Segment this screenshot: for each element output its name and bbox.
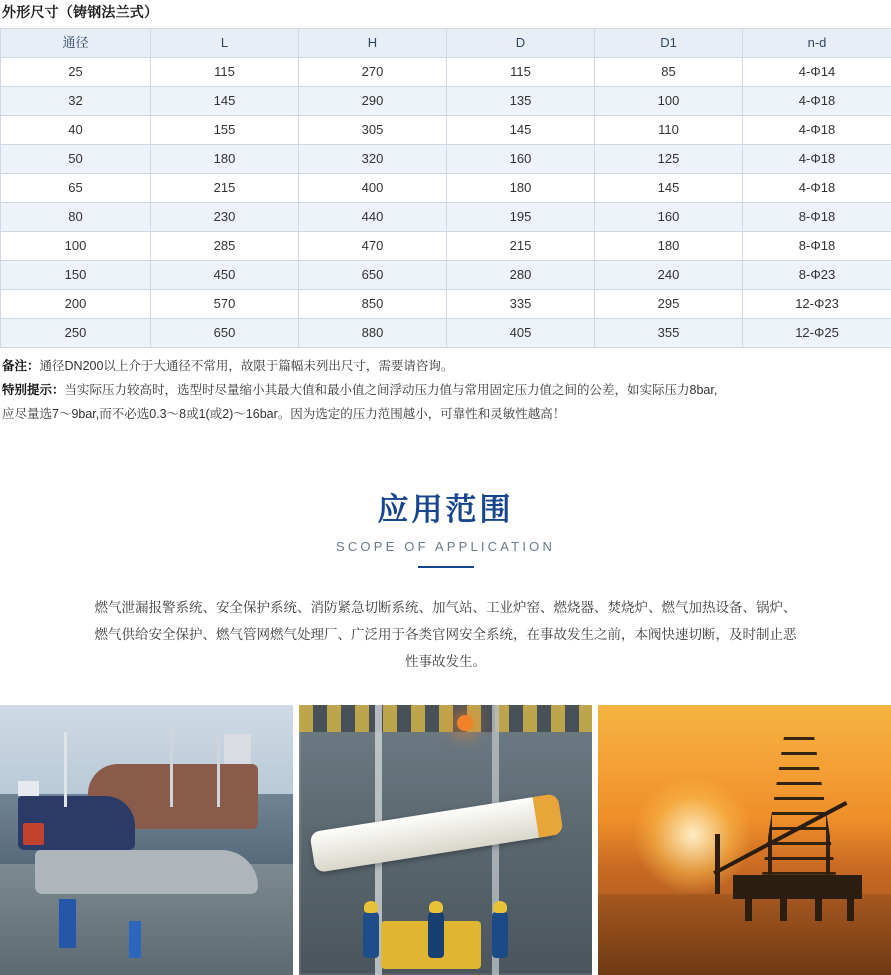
table-cell: 115 <box>151 58 299 87</box>
dimensions-table <box>0 28 891 348</box>
table-cell: 50 <box>1 145 151 174</box>
table-cell: 355 <box>595 319 743 348</box>
table-row <box>1 319 891 348</box>
table-cell: 440 <box>299 203 447 232</box>
table-cell: 155 <box>151 116 299 145</box>
table-row <box>1 203 891 232</box>
photo-overhead-beam <box>299 705 592 732</box>
table-cell: 8-Φ18 <box>743 232 891 261</box>
industrial-plant-photo <box>299 705 592 975</box>
table-cell: 280 <box>447 261 595 290</box>
photo-rig-leg-3 <box>815 877 822 920</box>
table-cell: 85 <box>595 58 743 87</box>
table-cell: 180 <box>151 145 299 174</box>
photo-crane-1 <box>64 732 67 808</box>
tip-label: 特别提示： <box>2 383 65 397</box>
remark-text: 通径DN200以上介于大通径不常用，故限于篇幅未列出尺寸，需要请咨询。 <box>40 359 454 373</box>
photo-dry-dock <box>35 850 258 893</box>
photo-blue-structure-2 <box>129 921 141 959</box>
tip-text-1: 当实际压力较高时，选型时尽量缩小其最大值和最小值之间浮动压力值与常用固定压力值之间的公差，如实际压力8bar, <box>65 383 718 397</box>
table-cell: 4-Φ14 <box>743 58 891 87</box>
notes-block <box>0 348 891 426</box>
table-cell: 100 <box>595 87 743 116</box>
table-cell: 8-Φ18 <box>743 203 891 232</box>
table-cell: 450 <box>151 261 299 290</box>
table-cell: 80 <box>1 203 151 232</box>
photo-rig-deck <box>733 875 862 899</box>
scope-header <box>0 428 891 568</box>
table-cell: 215 <box>447 232 595 261</box>
table-cell: 115 <box>447 58 595 87</box>
table-col-header-0: 通径 <box>1 29 151 58</box>
table-cell: 145 <box>447 116 595 145</box>
table-row <box>1 174 891 203</box>
photo-red-tug <box>23 823 44 845</box>
table-cell: 25 <box>1 58 151 87</box>
table-cell: 32 <box>1 87 151 116</box>
photo-rig-leg-2 <box>780 877 787 920</box>
table-cell: 405 <box>447 319 595 348</box>
scope-body-line-1: 燃气泄漏报警系统、安全保护系统、消防紧急切断系统、加气站、工业炉窑、燃烧器、焚烧炉、燃气加热设备、锅炉、 <box>66 594 826 621</box>
table-cell: 215 <box>151 174 299 203</box>
table-col-header-2: H <box>299 29 447 58</box>
photo-crane-3 <box>217 737 220 807</box>
photo-gallery <box>0 705 891 975</box>
table-cell: 135 <box>447 87 595 116</box>
table-cell: 400 <box>299 174 447 203</box>
table-col-header-1: L <box>151 29 299 58</box>
table-cell: 570 <box>151 290 299 319</box>
tip-text-2: 应尽量选7～9bar,而不必选0.3～8或1(或2)～16bar。因为选定的压力范围越小，可靠性和灵敏性越高！ <box>2 407 565 421</box>
table-cell: 8-Φ23 <box>743 261 891 290</box>
tip-line-2 <box>2 404 889 426</box>
table-header-row <box>1 29 891 58</box>
table-cell: 180 <box>447 174 595 203</box>
table-row <box>1 145 891 174</box>
table-cell: 4-Φ18 <box>743 145 891 174</box>
photo-derrick-tower <box>762 735 836 875</box>
table-cell: 12-Φ25 <box>743 319 891 348</box>
scope-body-line-2: 燃气供给安全保护、燃气管网燃气处理厂、广泛用于各类官网安全系统，在事故发生之前，本阀快速切断，及时制止恶 <box>66 621 826 648</box>
table-cell: 145 <box>151 87 299 116</box>
table-col-header-4: D1 <box>595 29 743 58</box>
photo-crane-2 <box>170 726 173 807</box>
table-cell: 240 <box>595 261 743 290</box>
table-cell: 100 <box>1 232 151 261</box>
table-row <box>1 116 891 145</box>
table-cell: 4-Φ18 <box>743 174 891 203</box>
photo-worker-3 <box>492 912 508 958</box>
table-cell: 4-Φ18 <box>743 87 891 116</box>
table-cell: 65 <box>1 174 151 203</box>
table-cell: 110 <box>595 116 743 145</box>
offshore-oil-rig-photo <box>598 705 891 975</box>
scope-divider <box>418 566 474 568</box>
table-cell: 180 <box>595 232 743 261</box>
table-row <box>1 232 891 261</box>
table-cell: 470 <box>299 232 447 261</box>
shipyard-photo <box>0 705 293 975</box>
table-cell: 145 <box>595 174 743 203</box>
table-row <box>1 87 891 116</box>
table-cell: 320 <box>299 145 447 174</box>
remark-label: 备注： <box>2 359 40 373</box>
table-cell: 195 <box>447 203 595 232</box>
scope-body <box>66 594 826 675</box>
table-cell: 335 <box>447 290 595 319</box>
table-cell: 125 <box>595 145 743 174</box>
table-cell: 650 <box>299 261 447 290</box>
table-cell: 230 <box>151 203 299 232</box>
table-row <box>1 261 891 290</box>
tip-line-1 <box>2 380 889 402</box>
table-head <box>1 29 891 58</box>
photo-blue-structure-1 <box>59 899 77 948</box>
table-col-header-5: n-d <box>743 29 891 58</box>
photo-worker-1 <box>363 912 379 958</box>
table-cell: 40 <box>1 116 151 145</box>
table-cell: 650 <box>151 319 299 348</box>
table-cell: 160 <box>447 145 595 174</box>
table-cell: 12-Φ23 <box>743 290 891 319</box>
table-cell: 850 <box>299 290 447 319</box>
photo-rig-leg-1 <box>745 877 752 920</box>
table-cell: 285 <box>151 232 299 261</box>
remark-line <box>2 356 889 378</box>
table-cell: 160 <box>595 203 743 232</box>
table-cell: 880 <box>299 319 447 348</box>
photo-rig-leg-4 <box>847 877 854 920</box>
section-title: 外形尺寸（铸钢法兰式） <box>0 0 891 28</box>
table-cell: 4-Φ18 <box>743 116 891 145</box>
table-cell: 270 <box>299 58 447 87</box>
photo-worker-2 <box>428 912 444 958</box>
scope-subtitle: SCOPE OF APPLICATION <box>0 539 891 554</box>
table-cell: 200 <box>1 290 151 319</box>
table-col-header-3: D <box>447 29 595 58</box>
photo-crane-mast <box>715 834 720 894</box>
table-row <box>1 290 891 319</box>
table-row <box>1 58 891 87</box>
table-cell: 290 <box>299 87 447 116</box>
table-cell: 250 <box>1 319 151 348</box>
table-body <box>1 58 891 348</box>
scope-body-line-3: 性事故发生。 <box>66 648 826 675</box>
table-cell: 150 <box>1 261 151 290</box>
table-cell: 295 <box>595 290 743 319</box>
scope-title: 应用范围 <box>0 484 891 529</box>
table-cell: 305 <box>299 116 447 145</box>
